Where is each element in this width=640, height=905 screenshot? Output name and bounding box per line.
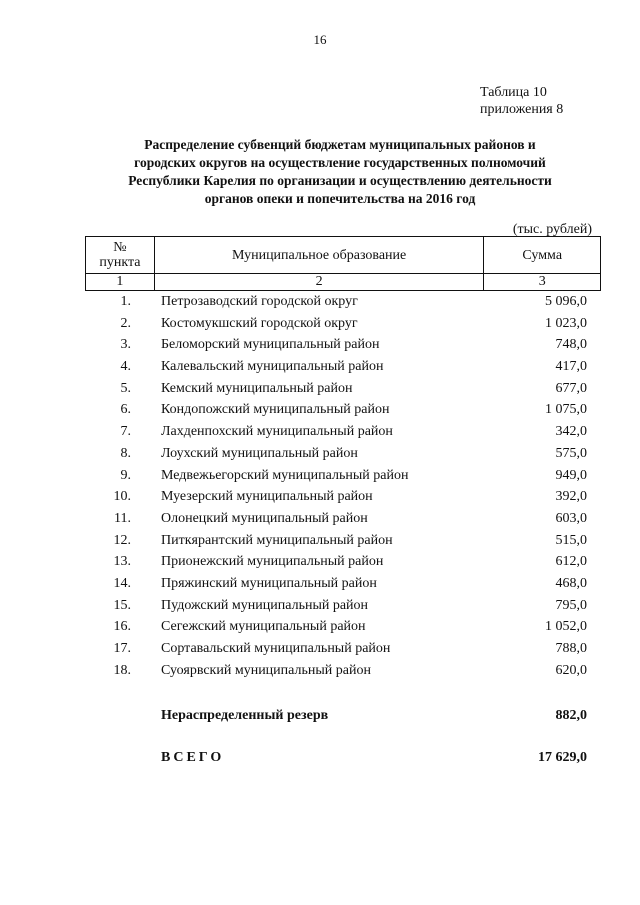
row-number: 3. xyxy=(120,337,131,353)
table-header xyxy=(85,236,601,291)
row-number: 7. xyxy=(120,424,131,440)
row-municipality: Петрозаводский городской округ xyxy=(161,294,358,309)
row-municipality: Сортавальский муниципальный район xyxy=(161,641,391,656)
row-municipality: Прионежский муниципальный район xyxy=(161,554,384,570)
row-amount: 612,0 xyxy=(555,554,587,570)
row-municipality: Олонецкий муниципальный район xyxy=(161,510,368,526)
row-amount: 468,0 xyxy=(555,575,587,591)
row-number: 18. xyxy=(113,662,131,678)
table-reference-line1: Таблица 10 xyxy=(480,85,547,100)
row-number: 9. xyxy=(120,467,131,483)
reserve-row xyxy=(85,706,601,726)
column-header-municipality: Муниципальное образование xyxy=(154,237,484,274)
table-row xyxy=(85,313,601,335)
total-label: ВСЕГО xyxy=(161,750,225,765)
row-number: 16. xyxy=(113,619,131,635)
units-note: (тыс. рублей) xyxy=(512,222,592,237)
page-number: 16 xyxy=(313,32,327,47)
row-amount: 748,0 xyxy=(555,337,587,353)
column-header-number-line1: № xyxy=(113,240,127,255)
row-municipality: Калевальский муниципальный район xyxy=(161,359,384,375)
reserve-label: Нераспределенный резерв xyxy=(161,708,329,723)
table-row xyxy=(85,334,601,356)
row-amount: 1 052,0 xyxy=(545,619,587,635)
document-title-line1: Распределение субвенций бюджетам муниципальных районов и xyxy=(144,137,536,152)
row-amount: 795,0 xyxy=(555,597,587,613)
table-row xyxy=(85,291,601,313)
row-municipality: Кондопожский муниципальный район xyxy=(161,402,390,418)
row-number: 5. xyxy=(120,380,131,396)
row-municipality: Беломорский муниципальный район xyxy=(161,337,380,353)
row-number: 17. xyxy=(113,641,131,656)
table-body xyxy=(85,291,601,681)
row-municipality: Пудожский муниципальный район xyxy=(161,597,369,613)
row-amount: 603,0 xyxy=(555,510,587,526)
row-number: 12. xyxy=(113,532,131,548)
table-row xyxy=(85,378,601,400)
table-row xyxy=(85,638,601,660)
row-number: 10. xyxy=(113,489,131,505)
column-header-number xyxy=(86,237,155,274)
row-municipality: Сегежский муниципальный район xyxy=(161,619,366,635)
row-number: 6. xyxy=(120,402,131,418)
row-municipality: Кемский муниципальный район xyxy=(161,380,353,396)
table-row xyxy=(85,551,601,573)
row-municipality: Питкярантский муниципальный район xyxy=(161,532,393,548)
document-title-line2: городских округов на осуществление государственных полномочий xyxy=(134,155,546,170)
row-amount: 575,0 xyxy=(555,445,587,461)
row-amount: 1 023,0 xyxy=(545,315,587,331)
column-header-number-line2: пункта xyxy=(99,255,141,270)
row-municipality: Лахденпохский муниципальный район xyxy=(161,424,393,440)
row-number: 1. xyxy=(120,294,131,309)
document-title-line4: органов опеки и попечительства на 2016 год xyxy=(204,191,476,206)
row-municipality: Суоярвский муниципальный район xyxy=(161,662,371,678)
row-number: 8. xyxy=(120,445,131,461)
row-municipality: Медвежьегорский муниципальный район xyxy=(161,467,409,483)
row-municipality: Костомукшский городской округ xyxy=(161,315,358,331)
table-row xyxy=(85,399,601,421)
row-amount: 417,0 xyxy=(555,359,587,375)
reserve-amount: 882,0 xyxy=(555,708,587,723)
row-amount: 788,0 xyxy=(555,641,587,656)
row-amount: 342,0 xyxy=(555,424,587,440)
row-amount: 392,0 xyxy=(555,489,587,505)
table-reference-line2: приложения 8 xyxy=(480,102,564,117)
row-number: 13. xyxy=(113,554,131,570)
table-row xyxy=(85,443,601,465)
row-number: 2. xyxy=(120,315,131,331)
column-header-sum: Сумма xyxy=(484,237,601,274)
document-title xyxy=(90,136,590,208)
column-index-3: 3 xyxy=(484,274,601,291)
table-row xyxy=(85,595,601,617)
row-number: 4. xyxy=(120,359,131,375)
row-number: 14. xyxy=(113,575,131,591)
row-amount: 677,0 xyxy=(555,380,587,396)
table-row xyxy=(85,421,601,443)
table-row xyxy=(85,530,601,552)
table-row xyxy=(85,356,601,378)
row-municipality: Лоухский муниципальный район xyxy=(161,445,358,461)
table-row xyxy=(85,573,601,595)
document-title-line3: Республики Карелия по организации и осуществлению деятельности xyxy=(128,173,552,188)
row-amount: 949,0 xyxy=(555,467,587,483)
table-row xyxy=(85,465,601,487)
row-municipality: Муезерский муниципальный район xyxy=(161,489,373,505)
table-row xyxy=(85,616,601,638)
row-amount: 5 096,0 xyxy=(545,294,587,309)
table-row xyxy=(85,660,601,682)
row-number: 11. xyxy=(114,510,131,526)
row-amount: 620,0 xyxy=(555,662,587,678)
row-amount: 515,0 xyxy=(555,532,587,548)
total-row xyxy=(85,748,601,768)
column-index-2: 2 xyxy=(154,274,484,291)
row-number: 15. xyxy=(113,597,131,613)
row-amount: 1 075,0 xyxy=(545,402,587,418)
row-municipality: Пряжинский муниципальный район xyxy=(161,575,377,591)
table-reference xyxy=(480,84,563,118)
column-index-1: 1 xyxy=(86,274,155,291)
table-row xyxy=(85,486,601,508)
table-row xyxy=(85,508,601,530)
total-amount: 17 629,0 xyxy=(538,750,587,765)
